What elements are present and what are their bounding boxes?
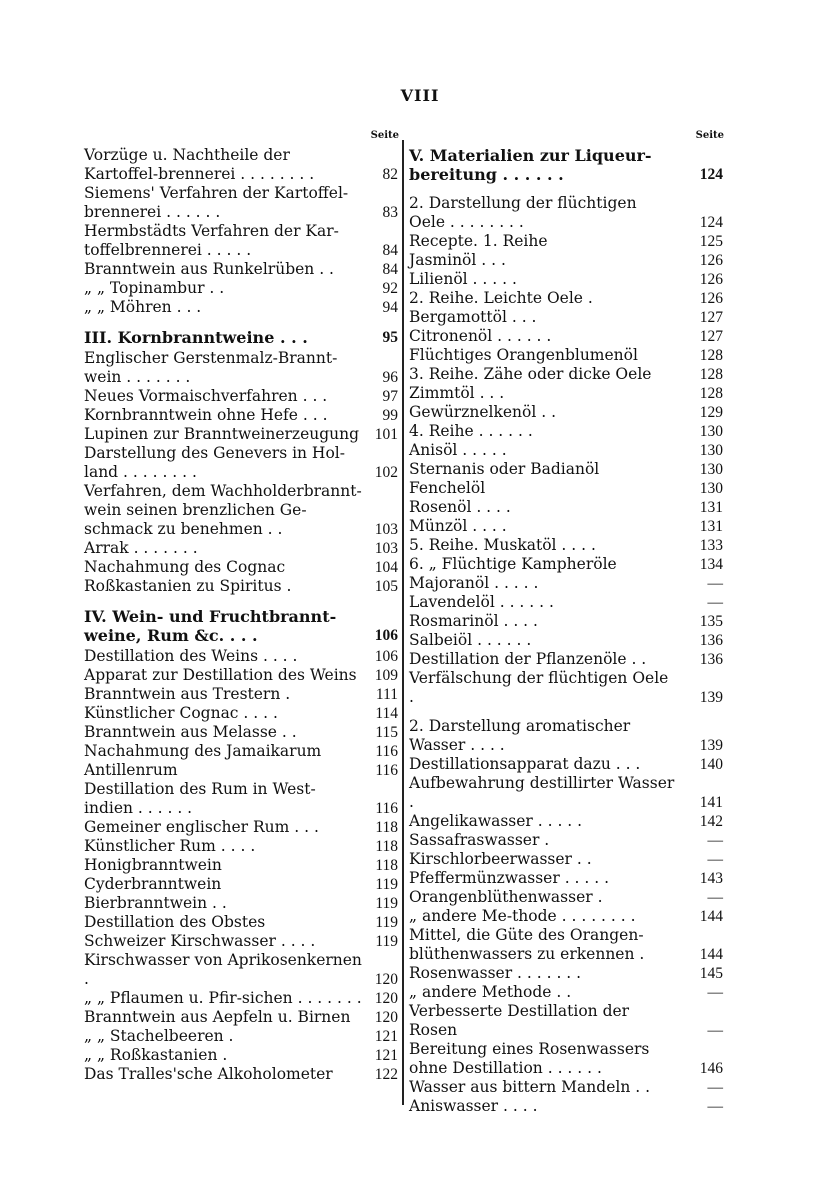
toc-entry xyxy=(84,723,400,742)
toc-entry-page: 83 xyxy=(382,204,398,221)
toc-entry-title: „ „ Topinambur . . xyxy=(84,279,225,297)
toc-entry-title: Neues Vormaischverfahren . . . xyxy=(84,387,328,405)
toc-entry xyxy=(405,650,725,669)
toc-entry-page: 84 xyxy=(382,242,398,259)
toc-entry xyxy=(405,479,725,498)
toc-entry-page: 128 xyxy=(699,366,723,383)
toc-entry-title: Majoranöl . . . . . xyxy=(409,574,539,592)
toc-entry-page: 133 xyxy=(699,537,723,554)
toc-entry-page: 142 xyxy=(699,813,723,830)
toc-entry-title: III. Kornbranntweine . . . xyxy=(84,328,308,347)
toc-entry-page: 116 xyxy=(375,800,398,817)
toc-entry-title: Verbesserte Destillation der Rosen xyxy=(409,1002,630,1039)
toc-entry-page: 141 xyxy=(699,794,723,811)
toc-entry-title: Darstellung des Genevers in Hol-land . . . . . . . . xyxy=(84,444,345,481)
toc-entry-page: — xyxy=(707,594,723,611)
toc-entry-title: Salbeiöl . . . . . . xyxy=(409,631,532,649)
toc-entry-title: Englischer Gerstenmalz-Brannt-wein . . . . . . . xyxy=(84,349,338,386)
toc-entry xyxy=(405,232,725,251)
toc-entry-title: Siemens' Verfahren der Kartoffel-brennerei . . . . . . xyxy=(84,184,349,221)
toc-entry-title: Orangenblüthenwasser . xyxy=(409,888,603,906)
toc-entry-page: 136 xyxy=(699,651,723,668)
toc-entry-page: 146 xyxy=(699,1060,723,1077)
toc-entry xyxy=(84,685,400,704)
toc-entry-title: Branntwein aus Runkelrüben . . xyxy=(84,260,334,278)
toc-entry-page: 131 xyxy=(699,499,723,516)
toc-entry xyxy=(405,831,725,850)
toc-entry xyxy=(84,761,400,780)
toc-entry xyxy=(405,888,725,907)
toc-entry-page: 144 xyxy=(699,946,723,963)
toc-entry xyxy=(84,222,400,260)
toc-entry-page: 134 xyxy=(699,556,723,573)
toc-entry-title: 4. Reihe . . . . . . xyxy=(409,422,533,440)
toc-entry-page: 115 xyxy=(375,724,398,741)
toc-entry-title: 5. Reihe. Muskatöl . . . . xyxy=(409,536,596,554)
toc-entry-page: 116 xyxy=(375,762,398,779)
toc-entry-title: Recepte. 1. Reihe xyxy=(409,232,548,250)
toc-entry-page: 130 xyxy=(699,442,723,459)
toc-entry xyxy=(405,1002,725,1040)
toc-entry-page: 96 xyxy=(382,369,398,386)
toc-entry-title: 2. Darstellung der flüchtigen Oele . . . . . . . . xyxy=(409,194,637,231)
toc-entry-page: 102 xyxy=(374,464,398,481)
toc-entry-page: — xyxy=(707,889,723,906)
toc-entry-title: Arrak . . . . . . . xyxy=(84,539,198,557)
toc-entry xyxy=(405,850,725,869)
toc-entry xyxy=(84,647,400,666)
toc-entry-title: Verfälschung der flüchtigen Oele . xyxy=(409,669,669,706)
toc-entry xyxy=(405,774,725,812)
toc-entry-page: 95 xyxy=(382,329,398,346)
toc-entry-title: Bierbranntwein . . xyxy=(84,894,227,912)
toc-entry-page: — xyxy=(707,1098,723,1115)
toc-entry-title: Rosmarinöl . . . . xyxy=(409,612,538,630)
toc-entry-title: Nachahmung des Jamaikarum xyxy=(84,742,322,760)
toc-entry-page: 101 xyxy=(374,426,398,443)
toc-entry-title: Jasminöl . . . xyxy=(409,251,506,269)
toc-entry-page: 128 xyxy=(699,347,723,364)
toc-entry-page: 125 xyxy=(699,233,723,250)
toc-entry-title: „ „ Pflaumen u. Pfir-sichen . . . . . . . xyxy=(84,989,362,1007)
toc-entry-title: Destillation der Pflanzenöle . . xyxy=(409,650,647,668)
toc-entry-title: „ andere Methode . . xyxy=(409,983,572,1001)
toc-entry xyxy=(84,349,400,387)
toc-entry-page: 127 xyxy=(699,328,723,345)
toc-entry xyxy=(84,482,400,539)
toc-entry-title: Gemeiner englischer Rum . . . xyxy=(84,818,319,836)
toc-entry-title: Aufbewahrung destillirter Wasser . xyxy=(409,774,675,811)
column-divider xyxy=(402,140,404,1105)
toc-entry-title: Kirschlorbeerwasser . . xyxy=(409,850,592,868)
toc-entry-page: 114 xyxy=(375,705,398,722)
toc-entry-title: Gewürznelkenöl . . xyxy=(409,403,557,421)
toc-entry-title: Honigbranntwein xyxy=(84,856,222,874)
toc-entry-title: 6. „ Flüchtige Kampheröle xyxy=(409,555,617,573)
toc-entry xyxy=(405,574,725,593)
toc-entry-page: 136 xyxy=(699,632,723,649)
toc-entry-title: „ andere Me-thode . . . . . . . . xyxy=(409,907,636,925)
toc-entry xyxy=(84,1065,400,1084)
toc-entry xyxy=(84,444,400,482)
toc-entry xyxy=(405,194,725,232)
toc-entry-page: — xyxy=(707,984,723,1001)
toc-entry xyxy=(84,875,400,894)
toc-section-heading xyxy=(84,328,400,347)
toc-entry-title: Das Tralles'sche Alkoholometer xyxy=(84,1065,333,1083)
toc-entry-title: Kornbranntwein ohne Hefe . . . xyxy=(84,406,328,424)
toc-entry xyxy=(405,517,725,536)
toc-entry xyxy=(405,441,725,460)
toc-entry xyxy=(84,260,400,279)
toc-entry xyxy=(405,869,725,888)
toc-entry-page: 139 xyxy=(699,689,723,706)
toc-entry xyxy=(405,593,725,612)
toc-entry-page: 140 xyxy=(699,756,723,773)
toc-entry-page: 103 xyxy=(374,540,398,557)
toc-entry-title: Schweizer Kirschwasser . . . . xyxy=(84,932,316,950)
toc-entry-page: 145 xyxy=(699,965,723,982)
toc-entry-title: Vorzüge u. Nachtheile der Kartoffel-brennerei . . . . . . . . xyxy=(84,146,315,183)
toc-entry-title: Sternanis oder Badianöl xyxy=(409,460,600,478)
toc-entry-title: Verfahren, dem Wachholderbrannt-wein seinen brenzlichen Ge-schmack zu benehmen . . xyxy=(84,482,362,538)
toc-entry-page: 128 xyxy=(699,385,723,402)
toc-entry xyxy=(405,536,725,555)
toc-entry xyxy=(405,346,725,365)
toc-entry-title: Bergamottöl . . . xyxy=(409,308,537,326)
toc-left-entries xyxy=(84,146,400,1084)
toc-entry-page: 131 xyxy=(699,518,723,535)
toc-entry-title: 2. Reihe. Leichte Oele . xyxy=(409,289,593,307)
toc-entry xyxy=(405,460,725,479)
toc-entry-page: 94 xyxy=(382,299,398,316)
toc-entry-title: 3. Reihe. Zähe oder dicke Oele xyxy=(409,365,652,383)
toc-entry-title: „ „ Möhren . . . xyxy=(84,298,202,316)
toc-entry-page: — xyxy=(707,1022,723,1039)
toc-entry-page: 106 xyxy=(374,627,398,644)
page-number: VIII xyxy=(400,86,440,105)
toc-entry-page: 116 xyxy=(375,743,398,760)
toc-entry-title: „ „ Stachelbeeren . xyxy=(84,1027,234,1045)
toc-entry xyxy=(84,837,400,856)
toc-entry-title: Mittel, die Güte des Orangen-blüthenwassers zu erkennen . xyxy=(409,926,645,963)
toc-entry-title: Rosenöl . . . . xyxy=(409,498,511,516)
toc-entry-page: — xyxy=(707,575,723,592)
toc-entry-page: 126 xyxy=(699,271,723,288)
toc-entry-page: 99 xyxy=(382,407,398,424)
toc-entry-page: 126 xyxy=(699,290,723,307)
toc-entry xyxy=(405,669,725,707)
toc-entry-page: 121 xyxy=(374,1028,398,1045)
toc-entry-page: 118 xyxy=(375,819,398,836)
seite-label-right: Seite xyxy=(695,130,724,141)
toc-entry xyxy=(84,406,400,425)
toc-entry-page: — xyxy=(707,832,723,849)
toc-entry-title: Branntwein aus Aepfeln u. Birnen xyxy=(84,1008,351,1026)
toc-entry xyxy=(84,704,400,723)
toc-entry-title: „ „ Roßkastanien . xyxy=(84,1046,228,1064)
toc-entry xyxy=(405,926,725,964)
toc-entry-page: 129 xyxy=(699,404,723,421)
toc-entry xyxy=(84,1046,400,1065)
toc-entry-title: Sassafraswasser . xyxy=(409,831,550,849)
toc-entry xyxy=(405,498,725,517)
toc-entry xyxy=(84,1008,400,1027)
toc-entry-page: 106 xyxy=(374,648,398,665)
toc-entry-page: 126 xyxy=(699,252,723,269)
toc-entry-title: Lavendelöl . . . . . . xyxy=(409,593,554,611)
toc-entry-title: Destillation des Rum in West-indien . . . . . . xyxy=(84,780,316,817)
toc-entry-page: 124 xyxy=(699,214,723,231)
toc-entry xyxy=(84,989,400,1008)
toc-entry xyxy=(84,539,400,558)
toc-entry-title: Cyderbranntwein xyxy=(84,875,222,893)
toc-entry-title: Angelikawasser . . . . . xyxy=(409,812,583,830)
toc-entry-title: IV. Wein- und Fruchtbrannt-weine, Rum &c. . . . xyxy=(84,607,337,645)
toc-entry-page: 143 xyxy=(699,870,723,887)
toc-entry-title: Nachahmung des Cognac xyxy=(84,558,286,576)
toc-entry xyxy=(405,289,725,308)
toc-entry-title: Bereitung eines Rosenwassers ohne Destillation . . . . . . xyxy=(409,1040,650,1077)
toc-entry-page: — xyxy=(707,1079,723,1096)
toc-entry xyxy=(405,717,725,755)
toc-entry xyxy=(405,631,725,650)
toc-entry-page: 84 xyxy=(382,261,398,278)
toc-entry-title: Lilienöl . . . . . xyxy=(409,270,517,288)
toc-entry-page: 82 xyxy=(382,166,398,183)
toc-entry-page: 118 xyxy=(375,857,398,874)
toc-entry-page: 135 xyxy=(699,613,723,630)
toc-entry xyxy=(405,983,725,1002)
toc-entry-page: 120 xyxy=(374,990,398,1007)
toc-entry-page: 120 xyxy=(374,1009,398,1026)
toc-entry-title: Antillenrum xyxy=(84,761,178,779)
toc-entry-page: 130 xyxy=(699,480,723,497)
toc-entry-page: 122 xyxy=(374,1066,398,1083)
toc-entry-title: Branntwein aus Trestern . xyxy=(84,685,291,703)
toc-entry-page: — xyxy=(707,851,723,868)
toc-entry xyxy=(405,907,725,926)
toc-entry xyxy=(84,913,400,932)
toc-entry-page: 119 xyxy=(375,933,398,950)
toc-entry-title: Aniswasser . . . . xyxy=(409,1097,538,1115)
toc-entry-title: Flüchtiges Orangenblumenöl xyxy=(409,346,638,364)
toc-entry-page: 119 xyxy=(375,914,398,931)
toc-entry xyxy=(405,1097,725,1116)
toc-entry-title: Branntwein aus Melasse . . xyxy=(84,723,297,741)
toc-entry-title: Münzöl . . . . xyxy=(409,517,507,535)
toc-entry-page: 105 xyxy=(374,578,398,595)
toc-entry-title: Destillationsapparat dazu . . . xyxy=(409,755,641,773)
toc-entry xyxy=(405,555,725,574)
toc-entry-title: Hermbstädts Verfahren der Kar-toffelbrennerei . . . . . xyxy=(84,222,339,259)
toc-entry xyxy=(84,577,400,596)
toc-entry xyxy=(84,425,400,444)
toc-entry xyxy=(405,327,725,346)
toc-entry-title: Citronenöl . . . . . . xyxy=(409,327,552,345)
toc-entry-title: Destillation des Weins . . . . xyxy=(84,647,298,665)
toc-entry xyxy=(405,612,725,631)
toc-entry-title: V. Materialien zur Liqueur-bereitung . . . . . . xyxy=(409,146,652,184)
toc-entry xyxy=(405,251,725,270)
toc-entry-page: 119 xyxy=(375,895,398,912)
toc-entry xyxy=(405,403,725,422)
toc-entry xyxy=(84,1027,400,1046)
toc-entry-page: 119 xyxy=(375,876,398,893)
toc-entry xyxy=(84,558,400,577)
toc-entry-title: Pfeffermünzwasser . . . . . xyxy=(409,869,610,887)
toc-entry-title: Zimmtöl . . . xyxy=(409,384,505,402)
toc-entry xyxy=(84,742,400,761)
toc-entry-title: Künstlicher Rum . . . . xyxy=(84,837,256,855)
toc-entry-page: 103 xyxy=(374,521,398,538)
toc-entry-page: 127 xyxy=(699,309,723,326)
toc-entry-title: Künstlicher Cognac . . . . xyxy=(84,704,278,722)
toc-section-heading xyxy=(84,607,400,645)
toc-entry-title: 2. Darstellung aromatischer Wasser . . . . xyxy=(409,717,631,754)
toc-entry-title: Roßkastanien zu Spiritus . xyxy=(84,577,292,595)
toc-entry xyxy=(84,146,400,184)
toc-entry xyxy=(405,422,725,441)
toc-entry-title: Apparat zur Destillation des Weins xyxy=(84,666,357,684)
toc-entry-page: 139 xyxy=(699,737,723,754)
toc-entry xyxy=(84,279,400,298)
toc-entry xyxy=(405,964,725,983)
seite-label-left: Seite xyxy=(370,130,399,141)
toc-entry xyxy=(405,308,725,327)
toc-entry-page: 104 xyxy=(374,559,398,576)
toc-entry xyxy=(84,780,400,818)
toc-entry xyxy=(84,298,400,317)
toc-entry-title: Destillation des Obstes xyxy=(84,913,266,931)
toc-entry-page: 124 xyxy=(699,166,723,183)
toc-entry-title: Lupinen zur Branntweinerzeugung xyxy=(84,425,360,443)
toc-entry-page: 118 xyxy=(375,838,398,855)
toc-entry xyxy=(84,894,400,913)
toc-entry xyxy=(84,932,400,951)
toc-entry-page: 121 xyxy=(374,1047,398,1064)
toc-entry-page: 144 xyxy=(699,908,723,925)
toc-entry-page: 92 xyxy=(382,280,398,297)
toc-entry xyxy=(405,1040,725,1078)
toc-section-heading xyxy=(405,146,725,184)
toc-entry xyxy=(405,384,725,403)
toc-left-column xyxy=(84,130,400,1084)
toc-entry xyxy=(84,951,400,989)
toc-entry-page: 97 xyxy=(382,388,398,405)
toc-entry xyxy=(405,270,725,289)
toc-entry xyxy=(84,856,400,875)
toc-entry-title: Anisöl . . . . . xyxy=(409,441,507,459)
toc-right-column xyxy=(405,130,725,1116)
toc-entry-page: 120 xyxy=(374,971,398,988)
toc-entry xyxy=(405,365,725,384)
toc-entry-title: Rosenwasser . . . . . . . xyxy=(409,964,582,982)
toc-entry-title: Kirschwasser von Aprikosenkernen . xyxy=(84,951,362,988)
toc-entry xyxy=(405,812,725,831)
toc-right-entries xyxy=(405,146,725,1116)
toc-entry-title: Wasser aus bittern Mandeln . . xyxy=(409,1078,651,1096)
toc-entry xyxy=(84,387,400,406)
toc-entry xyxy=(84,184,400,222)
toc-entry-page: 130 xyxy=(699,461,723,478)
toc-entry xyxy=(405,1078,725,1097)
toc-entry xyxy=(84,818,400,837)
toc-entry-page: 111 xyxy=(375,686,398,703)
toc-entry-title: Fenchelöl xyxy=(409,479,486,497)
toc-entry-page: 130 xyxy=(699,423,723,440)
toc-entry xyxy=(405,755,725,774)
toc-entry xyxy=(84,666,400,685)
toc-entry-page: 109 xyxy=(374,667,398,684)
